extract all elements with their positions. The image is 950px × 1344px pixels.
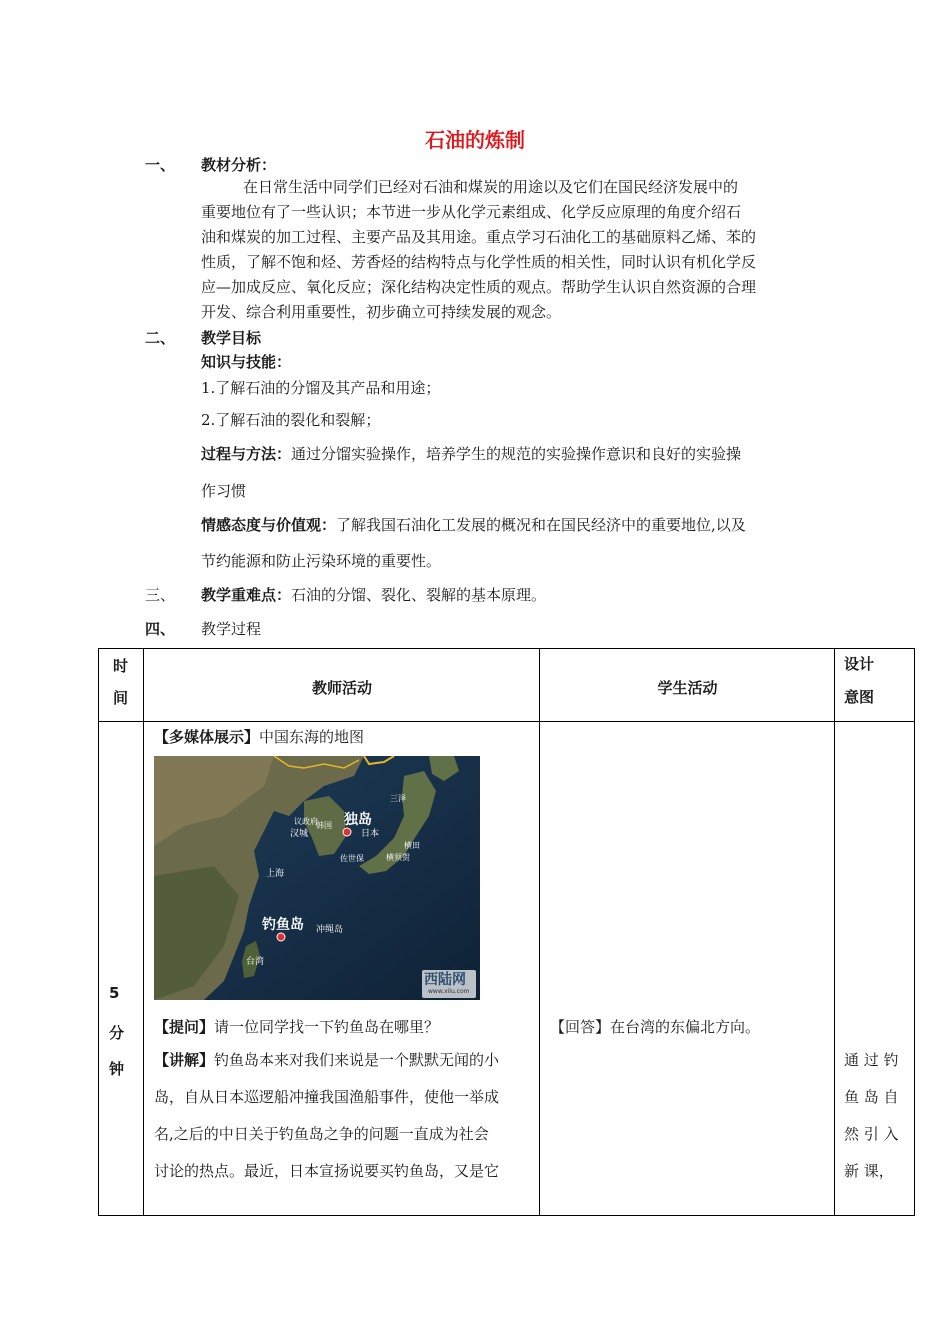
header-teacher-label: 教师活动 bbox=[311, 679, 372, 697]
section-2-heading: 教学目标 bbox=[201, 329, 262, 347]
map-label-shanghai: 上海 bbox=[266, 869, 285, 879]
media-text: 中国东海的地图 bbox=[259, 728, 365, 746]
answer-line bbox=[550, 1016, 760, 1037]
section-4-number: 四、 bbox=[145, 620, 176, 638]
knowledge-label: 知识与技能： bbox=[201, 353, 292, 371]
header-teacher bbox=[144, 649, 540, 722]
question-line bbox=[154, 1016, 439, 1037]
map-label-pyong: 议政府 bbox=[294, 817, 318, 826]
process-text-1: 通过分馏实验操作，培养学生的规范的实验操作意识和良好的实验操 bbox=[291, 445, 742, 463]
question-text: 请一位同学找一下钓鱼岛在哪里？ bbox=[214, 1018, 440, 1036]
section-1-line-6: 开发、综合利用重要性，初步确立可持续发展的观念。 bbox=[201, 303, 562, 321]
design-cell bbox=[835, 722, 915, 1216]
explain-line-3: 名,之后的中日关于钓鱼岛之争的问题一直成为社会 bbox=[154, 1125, 489, 1143]
process-text-2: 作习惯 bbox=[201, 482, 247, 500]
header-design-2: 意图 bbox=[844, 688, 875, 706]
header-time bbox=[99, 649, 144, 722]
process-line-1 bbox=[201, 443, 741, 464]
student-cell bbox=[540, 722, 835, 1216]
map-label-diaoyu: 钓鱼岛 bbox=[262, 917, 304, 933]
design-line-1: 通 过 钓 bbox=[844, 1051, 899, 1069]
section-1-heading: 教材分析： bbox=[201, 156, 277, 174]
explain-line-1 bbox=[154, 1049, 499, 1070]
design-line-4: 新 课， bbox=[844, 1162, 894, 1180]
section-1-line-4: 性质，了解不饱和烃、芳香烃的结构特点与化学性质的相关性，同时认识有机化学反 bbox=[201, 253, 757, 271]
section-1-line-2: 重要地位有了一些认识；本节进一步从化学元素组成、化学反应原理的角度介绍石 bbox=[201, 203, 742, 221]
section-3-number: 三、 bbox=[145, 586, 176, 604]
design-line-3: 然 引 入 bbox=[844, 1125, 899, 1143]
map-label-taiwan: 台湾 bbox=[246, 957, 265, 967]
map-label-dokdo: 独岛 bbox=[344, 812, 372, 828]
knowledge-item-1: 1.了解石油的分馏及其产品和用途； bbox=[201, 379, 441, 397]
header-design-1: 设计 bbox=[844, 655, 875, 673]
map-graphic bbox=[154, 756, 480, 1000]
table-row bbox=[99, 722, 915, 1216]
time-cell bbox=[99, 722, 144, 1216]
emotion-text-2: 节约能源和防止污染环境的重要性。 bbox=[201, 552, 442, 570]
emotion-line-1 bbox=[201, 514, 746, 535]
section-3-text: 石油的分馏、裂化、裂解的基本原理。 bbox=[291, 586, 547, 604]
section-1-line-3: 油和煤炭的加工过程、主要产品及其用途。重点学习石油化工的基础原料乙烯、苯的 bbox=[201, 228, 757, 246]
map-label-hengxu: 横须贺 bbox=[386, 853, 410, 862]
time-line-2: 分 bbox=[109, 1024, 125, 1042]
emotion-label: 情感态度与价值观： bbox=[201, 516, 337, 534]
design-line-2: 鱼 岛 自 bbox=[844, 1088, 899, 1106]
map-label-xinei: 佐世保 bbox=[340, 854, 364, 863]
map-watermark-url: www.xilu.com bbox=[428, 988, 470, 995]
map-label-japan: 日本 bbox=[361, 829, 380, 839]
map-label-okinawa: 冲绳岛 bbox=[316, 925, 344, 935]
map-label-seoul: 汉城 bbox=[290, 829, 309, 839]
header-time-1: 时 bbox=[113, 657, 129, 675]
process-label: 过程与方法： bbox=[201, 445, 292, 463]
document-title: 石油的炼制 bbox=[425, 128, 525, 152]
section-1-line-1: 在日常生活中同学们已经对石油和煤炭的用途以及它们在国民经济发展中的 bbox=[243, 178, 739, 196]
section-3-heading: 教学重难点： bbox=[201, 586, 292, 604]
header-design bbox=[835, 649, 915, 722]
explain-line-4: 讨论的热点。最近，日本宣扬说要买钓鱼岛，又是它 bbox=[154, 1162, 500, 1180]
table-header-row bbox=[99, 649, 915, 722]
media-tag: 【多媒体展示】 bbox=[154, 728, 260, 746]
section-1-line-5: 应—加成反应、氧化反应；深化结构决定性质的观点。帮助学生认识自然资源的合理 bbox=[201, 278, 757, 296]
explain-tag: 【讲解】 bbox=[154, 1051, 215, 1069]
section-4-heading: 教学过程 bbox=[201, 620, 262, 638]
answer-text: 在台湾的东偏北方向。 bbox=[610, 1018, 761, 1036]
process-table bbox=[98, 648, 915, 1216]
section-3-line bbox=[201, 584, 546, 605]
header-student bbox=[540, 649, 835, 722]
time-line-3: 钟 bbox=[109, 1060, 125, 1078]
media-line bbox=[154, 726, 364, 747]
answer-tag: 【回答】 bbox=[550, 1018, 611, 1036]
map-watermark: 西陆网 bbox=[424, 972, 466, 988]
header-student-label: 学生活动 bbox=[657, 679, 718, 697]
teacher-cell bbox=[144, 722, 540, 1216]
section-1-number: 一、 bbox=[145, 156, 176, 174]
knowledge-item-2: 2.了解石油的裂化和裂解； bbox=[201, 411, 381, 429]
explain-text-1: 钓鱼岛本来对我们来说是一个默默无闻的小 bbox=[214, 1051, 500, 1069]
emotion-text-1: 了解我国石油化工发展的概况和在国民经济中的重要地位,以及 bbox=[336, 516, 746, 534]
time-line-1: 5 bbox=[109, 984, 120, 1002]
map-label-sanzhe: 三泽 bbox=[390, 794, 406, 803]
map-label-korea: 韩国 bbox=[316, 821, 332, 830]
section-2-number: 二、 bbox=[145, 329, 176, 347]
explain-line-2: 岛，自从日本巡逻船冲撞我国渔船事件，使他一举成 bbox=[154, 1088, 500, 1106]
header-time-2: 间 bbox=[113, 689, 129, 707]
map-label-nagoya: 横田 bbox=[404, 841, 420, 850]
east-china-sea-map bbox=[154, 756, 480, 1000]
question-tag: 【提问】 bbox=[154, 1018, 215, 1036]
